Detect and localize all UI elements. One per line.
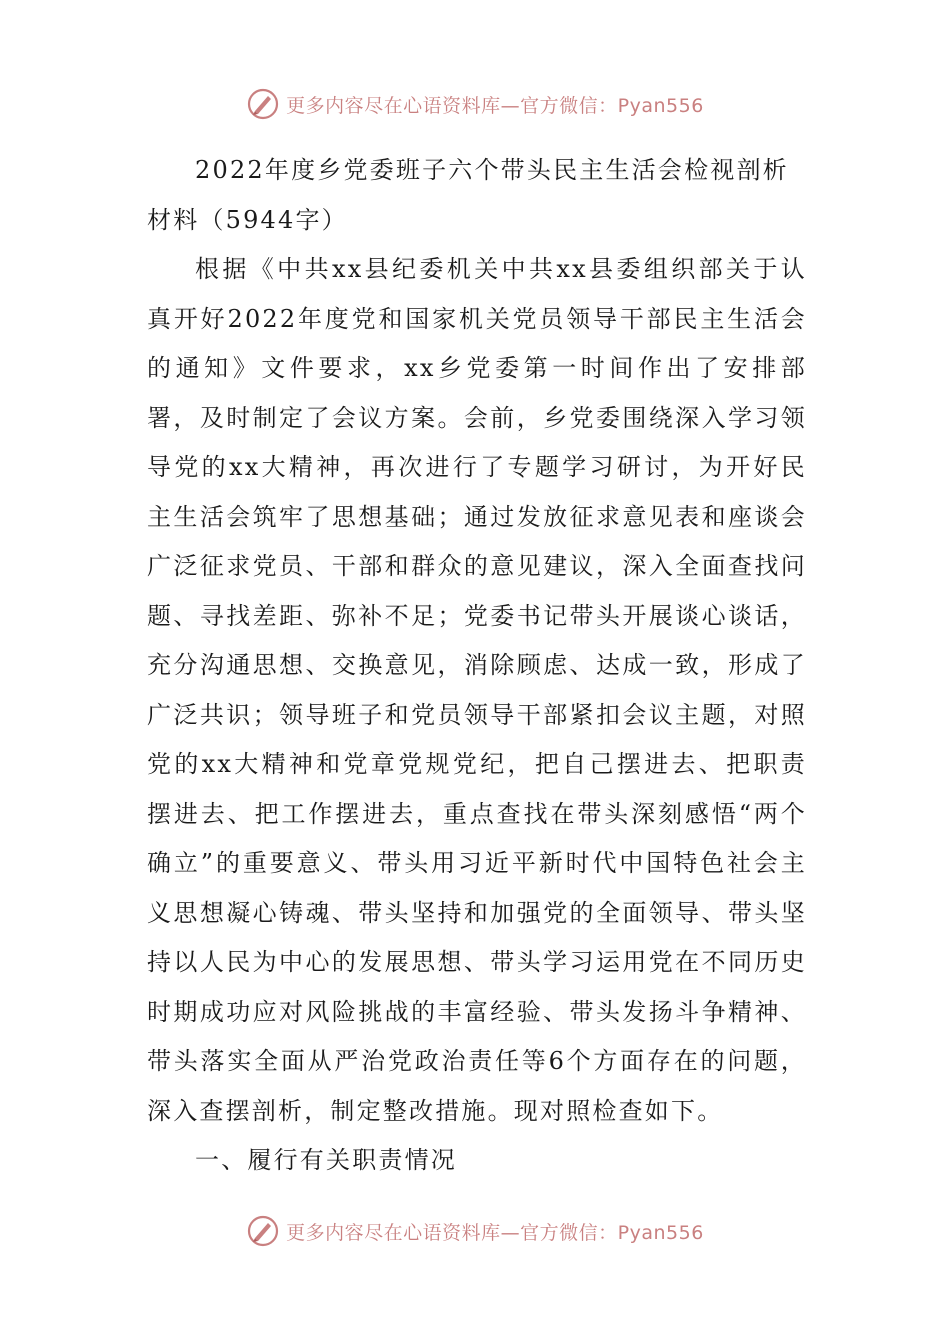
document-body	[147, 146, 807, 1186]
watermark-text: 更多内容尽在心语资料库—官方微信：Pyan556	[286, 1221, 704, 1244]
pen-logo-icon	[246, 1214, 280, 1248]
document-title: 2022年度乡党委班子六个带头民主生活会检视剖析材料（5944字）	[147, 156, 789, 234]
intro-paragraph: 根据《中共xx县纪委机关中共xx县委组织部关于认真开好2022年度党和国家机关党员领导干部民主生活会的通知》文件要求，xx乡党委第一时间作出了安排部署，及时制定了会议方案。会前，乡党委围绕深入学习领导党的xx大精神，再次进行了专题学习研讨，为开好民主生活会筑牢了思想基础；通过发放征求意见表和座谈会广泛征求党员、干部和群众的意见建议，深入全面查找问题、寻找差距、弥补不足；党委书记带头开展谈心谈话，充分沟通思想、交换意见，消除顾虑、达成一致，形成了广泛共识；领导班子和党员领导干部紧扣会议主题，对照党的xx大精神和党章党规党纪，把自己摆进去、把职责摆进去、把工作摆进去，重点查找在带头深刻感悟“两个确立”的重要意义、带头用习近平新时代中国特色社会主义思想凝心铸魂、带头坚持和加强党的全面领导、带头坚持以人民为中心的发展思想、带头学习运用党在不同历史时期成功应对风险挑战的丰富经验、带头发扬斗争精神、带头落实全面从严治党政治责任等6个方面存在的问题，深入查摆剖析，制定整改措施。现对照检查如下。	[147, 255, 807, 1125]
watermark-header	[0, 84, 950, 124]
section-heading: 一、履行有关职责情况	[195, 1146, 457, 1174]
pen-logo-icon	[246, 87, 280, 121]
watermark-footer	[0, 1211, 950, 1251]
watermark-text: 更多内容尽在心语资料库—官方微信：Pyan556	[286, 94, 704, 117]
